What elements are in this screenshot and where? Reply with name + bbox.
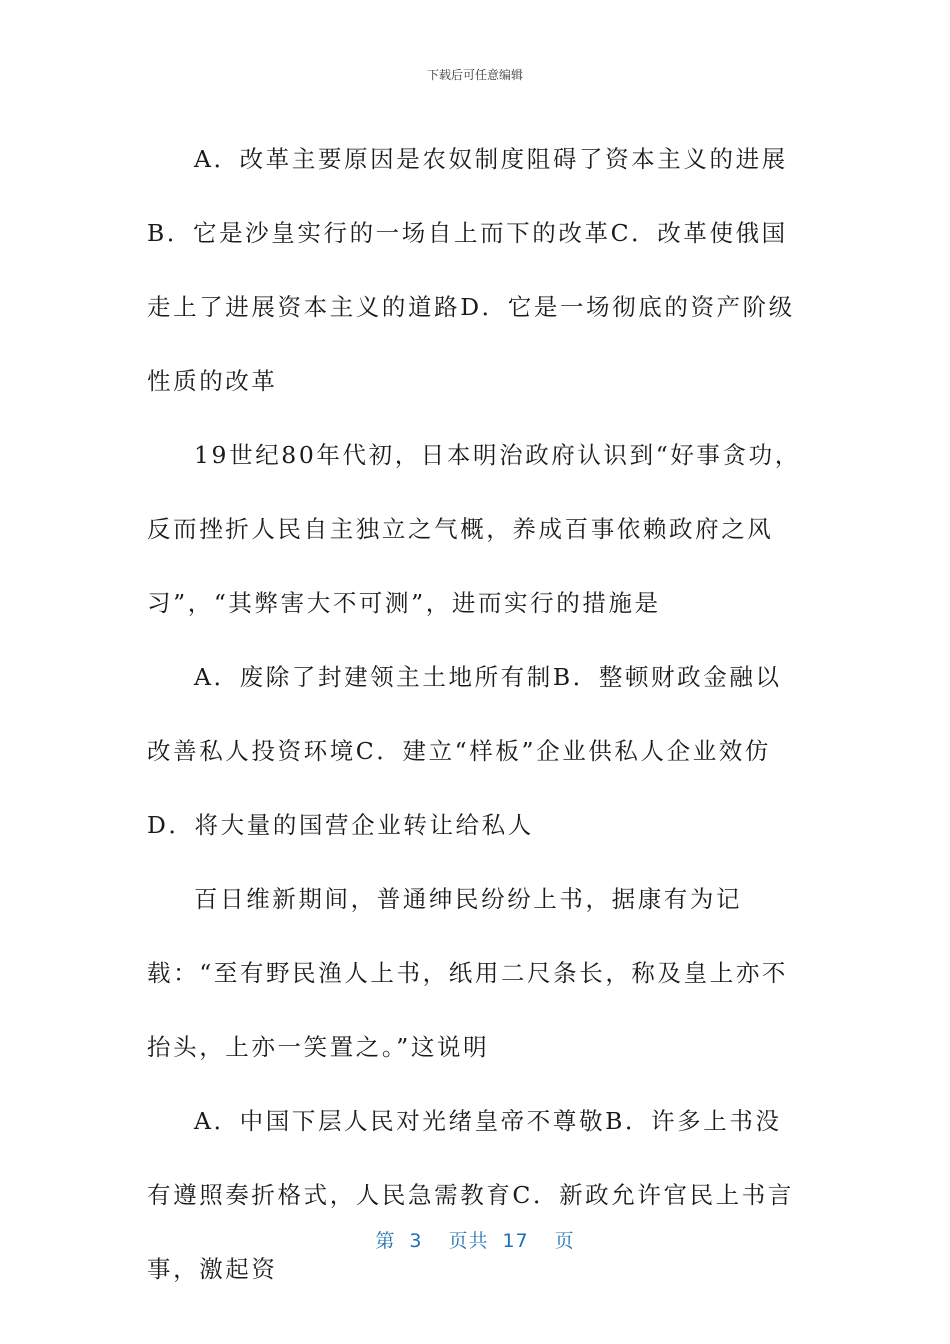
footer-suffix: 页 [554,1230,575,1252]
question-options-3: A．中国下层人民对光绪皇帝不尊敬B．许多上书没有遵照奏折格式，人民急需教育C．新政允许官民上书言事，激起资 [147,1107,794,1283]
footer-middle: 页共 [448,1230,489,1252]
question-options-2: A．废除了封建领主土地所有制B．整顿财政金融以改善私人投资环境C．建立“样板”企业供私人企业效仿D．将大量的国营企业转让给私人 [147,663,782,839]
question-options-1: A．改革主要原因是农奴制度阻碍了资本主义的进展B．它是沙皇实行的一场自上而下的改革C．改革使俄国走上了进展资本主义的道路D．它是一场彻底的资产阶级性质的改革 [147,145,795,395]
question-stem-3: 百日维新期间，普通绅民纷纷上书，据康有为记载：“至有野民渔人上书，纸用二尺条长，称及皇上亦不抬头，上亦一笑置之。”这说明 [147,885,789,1061]
page-header: 下载后可任意编辑 [426,68,523,82]
document-body [147,122,807,1306]
question-stem-2: 19世纪80年代初，日本明治政府认识到“好事贪功，反而挫折人民自主独立之气概，养成百事依赖政府之风习”，“其弊害大不可测”，进而实行的措施是 [147,441,801,617]
total-pages-number: 17 [502,1230,529,1252]
current-page-number: 3 [409,1230,423,1252]
page-footer [0,1226,950,1253]
footer-prefix: 第 [375,1230,396,1252]
